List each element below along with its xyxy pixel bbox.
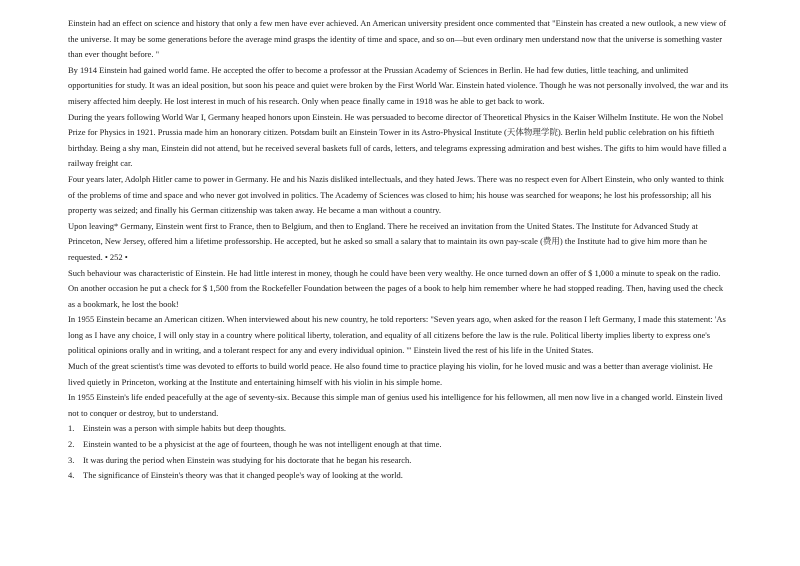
paragraph-7: In 1955 Einstein became an American citizen. When interviewed about his new country, he told reporters: "Seven years ago, when asked for the reason I left Germany, I made this statement: 'As long as I have any choice, I will only stay in a country where political liberty, toleration, and equality of all citizens before the law is the rule. Political liberty implies liberty to express one's political opinions orally and in writing, and a tolerant respect for any and every individual opinion. '" Einstein lived the rest of his life in the United States. — [68, 314, 726, 356]
question-item — [68, 437, 731, 453]
paragraph-1: Einstein had an effect on science and history that only a few men have ever achieved. An American university president once commented that "Einstein has created a new outlook, a new view of the universe. It may be some generations before the average mind grasps the identity of time and space, and so on—but even ordinary men understand now that the universe is something vaster than ever thought before. " — [68, 18, 727, 60]
document-page — [68, 16, 731, 484]
question-list — [68, 421, 731, 483]
question-item — [68, 453, 731, 469]
question-text: Einstein was a person with simple habits but deep thoughts. — [83, 423, 287, 434]
question-item — [68, 468, 731, 484]
paragraph-4: Four years later, Adolph Hitler came to power in Germany. He and his Nazis disliked intellectuals, and they hated Jews. There was no respect even for Albert Einstein, who only wanted to think of the problems of time and space and who never got involved in politics. The Academy of Sciences was closed to him; his house was searched for weapons; he lost his professorship; all his property was seized; and finally his German citizenship was taken away. He became a man without a country. — [68, 173, 724, 216]
question-number: 4. — [68, 470, 75, 481]
question-text: The significance of Einstein's theory was that it changed people's way of looking at the world. — [83, 470, 403, 481]
paragraph-2: By 1914 Einstein had gained world fame. He accepted the offer to become a professor at the Prussian Academy of Sciences in Berlin. He had few duties, little teaching, and unlimited opportunities for study. It was an ideal position, but soon his peace and quiet were broken by the First World War. Einstein hated violence. Though he was not personally involved, the war and its misery affected him deeply. He lost interest in much of his research. Only when peace finally came in 1918 was he able to get back to work. — [68, 64, 729, 106]
article-body — [68, 16, 731, 421]
question-number: 1. — [68, 423, 75, 434]
paragraph-3: During the years following World War I, Germany heaped honors upon Einstein. He was persuaded to become director of Theoretical Physics in the Kaiser Wilhelm Institute. He won the Nobel Prize for Physics in 1921. Prussia made him an honorary citizen. Potsdam built an Einstein Tower in its Astro-Physical Institute (天体物理学院). Berlin held public celebration on his fiftieth birthday. Being a shy man, Einstein did not attend, but he received several baskets full of cards, letters, and telegrams expressing admiration and best wishes. The gifts to him would have filled a railway freight car. — [68, 111, 727, 169]
question-number: 3. — [68, 454, 75, 465]
question-item — [68, 421, 731, 437]
question-text: It was during the period when Einstein was studying for his doctorate that he began his research. — [83, 454, 412, 465]
paragraph-9: In 1955 Einstein's life ended peacefully at the age of seventy-six. Because this simple man of genius used his intelligence for his fellowmen, all men now live in a changed world. Einstein lived not to conquer or destroy, but to understand. — [68, 392, 723, 418]
question-number: 2. — [68, 439, 75, 450]
paragraph-6: Such behaviour was characteristic of Einstein. He had little interest in money, though he could have been very wealthy. He once turned down an offer of $ 1,000 a minute to speak on the radio. On another occasion he put a check for $ 1,500 from the Rockefeller Foundation between the pages of a book to help him remember where he had stopped reading. Then, having used the check as a bookmark, he lost the book! — [68, 267, 724, 309]
paragraph-8: Much of the great scientist's time was devoted to efforts to build world peace. He also found time to practice playing his violin, for he loved music and was a better than average violinist. He lived quietly in Princeton, working at the Institute and entertaining himself with his violin in his simple home. — [68, 361, 713, 387]
paragraph-5: Upon leaving* Germany, Einstein went first to France, then to Belgium, and then to England. There he received an invitation from the United States. The Institute for Advanced Study at Princeton, New Jersey, offered him a lifetime professorship. He accepted, but he asked so small a salary that to maintain its own pay-scale (费用) the Institute had to give him more than he requested. • 252 • — [68, 220, 707, 262]
question-text: Einstein wanted to be a physicist at the age of fourteen, though he was not intelligent enough at that time. — [83, 439, 442, 450]
